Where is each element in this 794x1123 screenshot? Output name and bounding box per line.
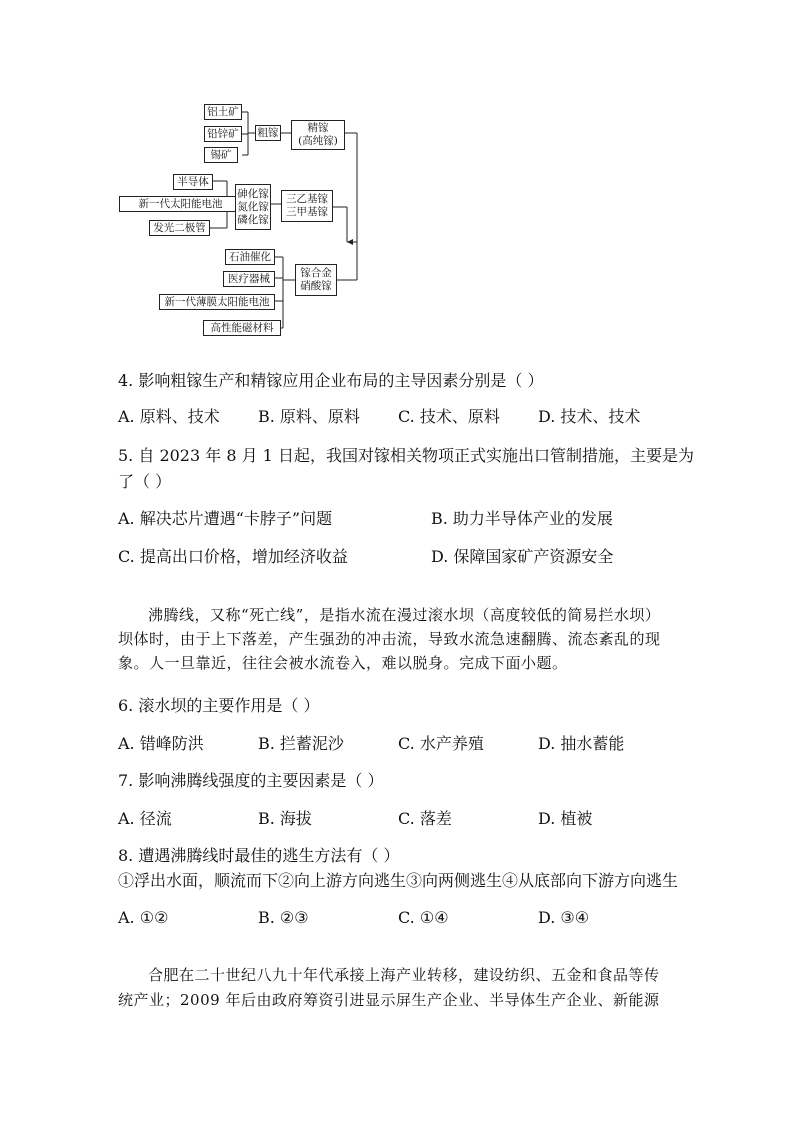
passage1-line3: 象。人一旦靠近，往往会被水流卷入，难以脱身。完成下面小题。 <box>118 654 568 672</box>
compound-gap: 磷化镓 <box>237 213 269 226</box>
ore-box-tin: 锡矿 <box>204 147 238 163</box>
refined-gallium-note: (高纯镓) <box>298 135 338 147</box>
gallium-alloy-box <box>295 264 337 296</box>
organic-trimethyl: 三甲基镓 <box>286 206 328 218</box>
app-box-thin-film-solar: 新一代薄膜太阳能电池 <box>159 294 275 310</box>
q8-option-a: A. ①② <box>118 908 169 927</box>
app-box-semiconductor: 半导体 <box>173 174 213 190</box>
q6-option-d: D. 抽水蓄能 <box>538 734 625 753</box>
q6-option-a: A. 错峰防洪 <box>118 734 204 753</box>
q8-choices: ①浮出水面，顺流而下②向上游方向逃生③向两侧逃生④从底部向下游方向逃生 <box>118 871 679 890</box>
organic-gallium-box <box>281 190 333 222</box>
q7-option-a: A. 径流 <box>118 809 172 828</box>
q4-option-c: C. 技术、原料 <box>398 407 500 426</box>
organic-triethyl: 三乙基镓 <box>286 193 328 205</box>
app-box-led: 发光二极管 <box>149 220 210 236</box>
q4-option-d: D. 技术、技术 <box>538 407 641 426</box>
alloy-gallium-alloy: 镓合金 <box>300 267 332 279</box>
q4-option-b: B. 原料、原料 <box>258 407 360 426</box>
ore-box-lead-zinc: 铅锌矿 <box>204 126 242 142</box>
q7-stem: 7. 影响沸腾线强度的主要因素是（ ） <box>118 771 384 790</box>
q5-option-d: D. 保障国家矿产资源安全 <box>431 547 614 566</box>
alloy-gallium-nitrate: 硝酸镓 <box>300 280 332 292</box>
app-box-magnetic-material: 高性能磁材料 <box>203 320 281 336</box>
q5-stem-line2: 了（ ） <box>118 472 172 491</box>
passage2-line2: 统产业；2009 年后由政府筹资引进显示屏生产企业、半导体生产企业、新能源 <box>118 991 660 1009</box>
passage1-line1: 沸腾线，又称“死亡线”，是指水流在漫过滚水坝（高度较低的简易拦水坝） <box>148 606 661 624</box>
q4-option-a: A. 原料、技术 <box>118 407 220 426</box>
q5-stem-line1: 5. 自 2023 年 8 月 1 日起，我国对镓相关物项正式实施出口管制措施，主要是为 <box>118 446 694 465</box>
q8-option-c: C. ①④ <box>398 908 449 927</box>
app-box-petroleum-catalysis: 石油催化 <box>225 249 275 265</box>
passage1-line2: 坝体时，由于上下落差，产生强劲的冲击流，导致水流急速翻腾、流态紊乱的现 <box>118 630 661 648</box>
q8-option-b: B. ②③ <box>258 908 309 927</box>
refined-gallium-label: 精镓 <box>307 122 329 134</box>
compound-gaas: 砷化镓 <box>237 187 269 200</box>
q5-option-b: B. 助力半导体产业的发展 <box>431 509 613 528</box>
compound-gan: 氮化镓 <box>237 200 269 213</box>
refined-gallium-box <box>291 120 345 150</box>
gallium-compounds-box <box>235 184 271 230</box>
q7-option-c: C. 落差 <box>398 809 452 828</box>
q5-option-a: A. 解决芯片遭遇“卡脖子”问题 <box>118 509 333 528</box>
q7-option-b: B. 海拔 <box>258 809 312 828</box>
passage2-line1: 合肥在二十世纪八九十年代承接上海产业转移，建设纺织、五金和食品等传 <box>148 966 660 984</box>
q6-option-b: B. 拦蓄泥沙 <box>258 734 344 753</box>
crude-gallium-box: 粗镓 <box>255 125 281 141</box>
ore-box-bauxite: 铝土矿 <box>204 104 242 120</box>
q5-option-c: C. 提高出口价格，增加经济收益 <box>118 547 348 566</box>
q6-stem: 6. 滚水坝的主要作用是（ ） <box>118 696 320 715</box>
app-box-medical-devices: 医疗器械 <box>223 271 275 287</box>
q4-stem: 4. 影响粗镓生产和精镓应用企业布局的主导因素分别是（ ） <box>118 371 544 390</box>
gallium-industry-chain-diagram <box>115 100 375 340</box>
q7-option-d: D. 植被 <box>538 809 593 828</box>
q8-stem: 8. 遭遇沸腾线时最佳的逃生方法有（ ） <box>118 846 400 865</box>
app-box-new-solar-cell: 新一代太阳能电池 <box>119 196 242 212</box>
q8-option-d: D. ③④ <box>538 908 590 927</box>
q6-option-c: C. 水产养殖 <box>398 734 484 753</box>
